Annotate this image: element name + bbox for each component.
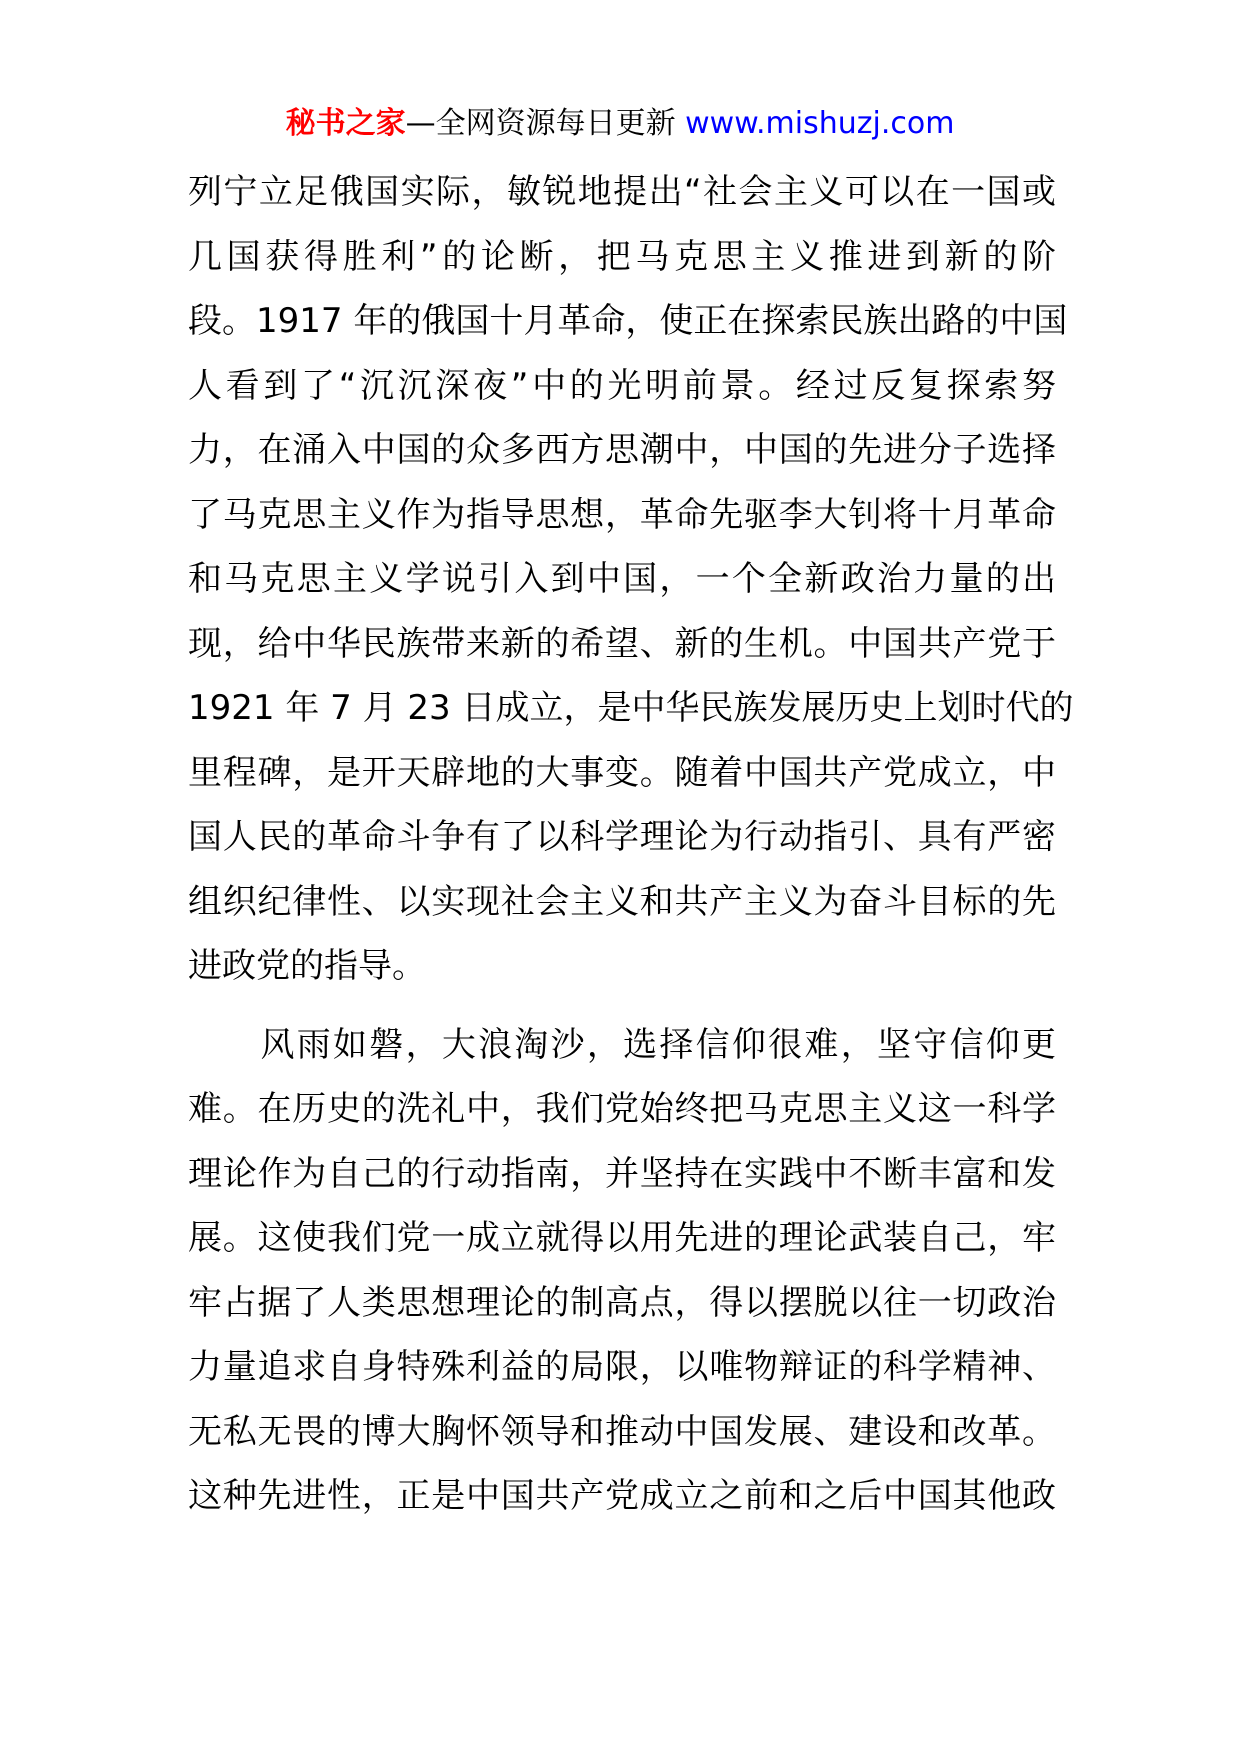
paragraph-line: 风雨如磐，大浪淘沙，选择信仰很难，坚守信仰更 — [188, 1024, 1056, 1065]
paragraph-line: 段。1917 年的俄国十月革命，使正在探索民族出路的中国 — [188, 301, 1068, 341]
document-body — [188, 160, 1074, 1529]
website-link[interactable]: www.mishuzj.com — [685, 106, 955, 141]
paragraph-line: 力，在涌入中国的众多西方思潮中，中国的先进分子选择 — [188, 430, 1056, 470]
paragraph-line: 了马克思主义作为指导思想，革命先驱李大钊将十月革命 — [188, 494, 1056, 535]
paragraph-line: 无私无畏的博大胸怀领导和推动中国发展、建设和改革。 — [188, 1411, 1056, 1452]
page-header — [0, 100, 1240, 148]
paragraph-line: 1921 年 7 月 23 日成立，是中华民族发展历史上划时代的 — [188, 688, 1074, 728]
paragraph-line: 展。这使我们党一成立就得以用先进的理论武装自己，牢 — [188, 1218, 1056, 1258]
paragraph-line: 和马克思主义学说引入到中国，一个全新政治力量的出 — [188, 559, 1056, 599]
paragraph-line: 力量追求自身特殊利益的局限，以唯物辩证的科学精神、 — [188, 1347, 1056, 1387]
paragraph-line: 理论作为自己的行动指南，并坚持在实践中不断丰富和发 — [188, 1153, 1056, 1194]
paragraph-line: 进政党的指导。 — [188, 946, 426, 986]
paragraph-line: 这种先进性，正是中国共产党成立之前和之后中国其他政 — [188, 1476, 1056, 1516]
paragraph-line: 列宁立足俄国实际，敏锐地提出“社会主义可以在一国或 — [188, 172, 1056, 212]
paragraph-line: 组织纪律性、以实现社会主义和共产主义为奋斗目标的先 — [188, 881, 1056, 922]
paragraph-2 — [188, 1013, 1056, 1529]
paragraph-1 — [188, 160, 1074, 999]
paragraph-line: 国人民的革命斗争有了以科学理论为行动指引、具有严密 — [188, 817, 1056, 857]
paragraph-line: 人看到了“沉沉深夜”中的光明前景。经过反复探索努 — [188, 365, 1056, 406]
brand-name: 秘书之家 — [285, 106, 406, 141]
paragraph-line: 现，给中华民族带来新的希望、新的生机。中国共产党于 — [188, 623, 1056, 664]
paragraph-gap — [188, 999, 1056, 1013]
paragraph-line: 牢占据了人类思想理论的制高点，得以摆脱以往一切政治 — [188, 1282, 1056, 1323]
paragraph-line: 几国获得胜利”的论断，把马克思主义推进到新的阶 — [188, 236, 1056, 277]
paragraph-line: 难。在历史的洗礼中，我们党始终把马克思主义这一科学 — [188, 1089, 1056, 1129]
header-tagline: —全网资源每日更新 — [405, 106, 676, 141]
paragraph-line: 里程碑，是开天辟地的大事变。随着中国共产党成立，中 — [188, 752, 1056, 793]
